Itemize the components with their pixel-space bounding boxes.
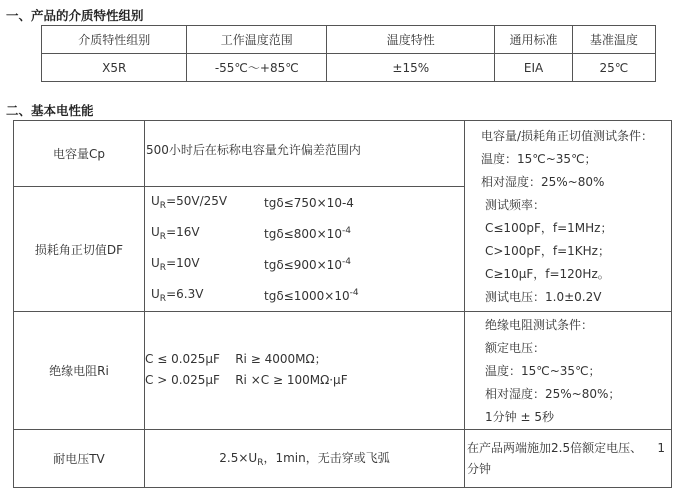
condition-line: 绝缘电阻测试条件： bbox=[485, 318, 594, 332]
condition-line: 额定电压： bbox=[485, 341, 546, 355]
ir-line: C ≤ 0.025μF Ri ≥ 4000MΩ； bbox=[145, 352, 327, 366]
ir-line: C > 0.025μF Ri ×C ≥ 100MΩ·μF bbox=[145, 373, 348, 387]
withstand-voltage-value: $2.5\times U_R$，1min，无击穿或飞弧 bbox=[145, 430, 465, 488]
condition-line: 分钟 bbox=[467, 462, 492, 476]
condition-line: 温度：15℃~35℃； bbox=[485, 364, 601, 378]
condition-line: C>100pF，f=1KHz； bbox=[485, 244, 610, 258]
insulation-resistance-label: 绝缘电阻Ri bbox=[14, 312, 145, 430]
df-row bbox=[145, 280, 464, 311]
condition-line: 相对湿度：25%~80%； bbox=[485, 387, 621, 401]
table-cell: EIA bbox=[495, 54, 572, 82]
condition-line: 1分钟 ± 5秒 bbox=[485, 410, 554, 424]
table-cell: -55℃～+85℃ bbox=[187, 54, 327, 82]
df-limit: tgδ≤750×10-4 bbox=[264, 196, 354, 210]
capacitance-desc bbox=[145, 121, 465, 187]
rated-voltage: $U_R=6.3V$ bbox=[151, 287, 204, 304]
tv-conditions-cell bbox=[465, 430, 672, 488]
capacitance-text: 500小时后在标称电容量允许偏差范围内 bbox=[146, 143, 361, 157]
table-header-row bbox=[42, 26, 656, 54]
header-cell: 温度特性 bbox=[327, 26, 495, 54]
condition-line: C≥10μF，f=120Hz。 bbox=[485, 267, 610, 281]
table-cell: ±15% bbox=[327, 54, 495, 82]
df-row bbox=[145, 218, 464, 249]
condition-line: C≤100pF，f=1MHz； bbox=[485, 221, 613, 235]
df-limit: $tg\delta\le 900\times 10^{-4}$ bbox=[264, 257, 351, 272]
dielectric-table bbox=[41, 25, 656, 82]
df-limit: $tg\delta\le 1000\times 10^{-4}$ bbox=[264, 288, 359, 303]
df-values bbox=[145, 187, 465, 312]
withstand-voltage-label: 耐电压TV bbox=[14, 430, 145, 488]
header-cell: 基准温度 bbox=[572, 26, 655, 54]
condition-line: 相对湿度：25%~80% bbox=[481, 175, 605, 189]
ir-conditions-cell bbox=[465, 312, 672, 430]
condition-line: 电容量/损耗角正切值测试条件： bbox=[481, 129, 654, 143]
table-row bbox=[14, 312, 672, 430]
table-cell: 25℃ bbox=[572, 54, 655, 82]
table-cell: X5R bbox=[42, 54, 187, 82]
df-limit: $tg\delta\le 800\times 10^{-4}$ bbox=[264, 226, 351, 241]
test-conditions-cell bbox=[465, 121, 672, 312]
condition-line: 温度：15℃~35℃； bbox=[481, 152, 597, 166]
condition-line: 在产品两端施加2.5倍额定电压、 1 bbox=[467, 441, 665, 455]
df-row bbox=[145, 249, 464, 280]
header-cell: 工作温度范围 bbox=[187, 26, 327, 54]
df-row bbox=[145, 187, 464, 218]
capacitance-label: 电容量Cp bbox=[14, 121, 145, 187]
insulation-resistance-values bbox=[145, 312, 465, 430]
electrical-performance-table bbox=[13, 120, 672, 488]
header-cell: 介质特性组别 bbox=[42, 26, 187, 54]
section-1-title: 一、产品的介质特性组别 bbox=[6, 8, 144, 23]
condition-line: 测试频率： bbox=[485, 198, 546, 212]
table-row bbox=[14, 121, 672, 187]
rated-voltage: $U_R=10V$ bbox=[151, 256, 200, 273]
rated-voltage: $U_R=50V/25V$ bbox=[151, 194, 228, 211]
header-cell: 通用标准 bbox=[495, 26, 572, 54]
rated-voltage: $U_R=16V$ bbox=[151, 225, 200, 242]
section-2-title: 二、基本电性能 bbox=[6, 103, 94, 118]
table-row bbox=[14, 430, 672, 488]
df-label: 损耗角正切值DF bbox=[14, 187, 145, 312]
condition-line: 测试电压：1.0±0.2V bbox=[485, 290, 602, 304]
table-row bbox=[42, 54, 656, 82]
